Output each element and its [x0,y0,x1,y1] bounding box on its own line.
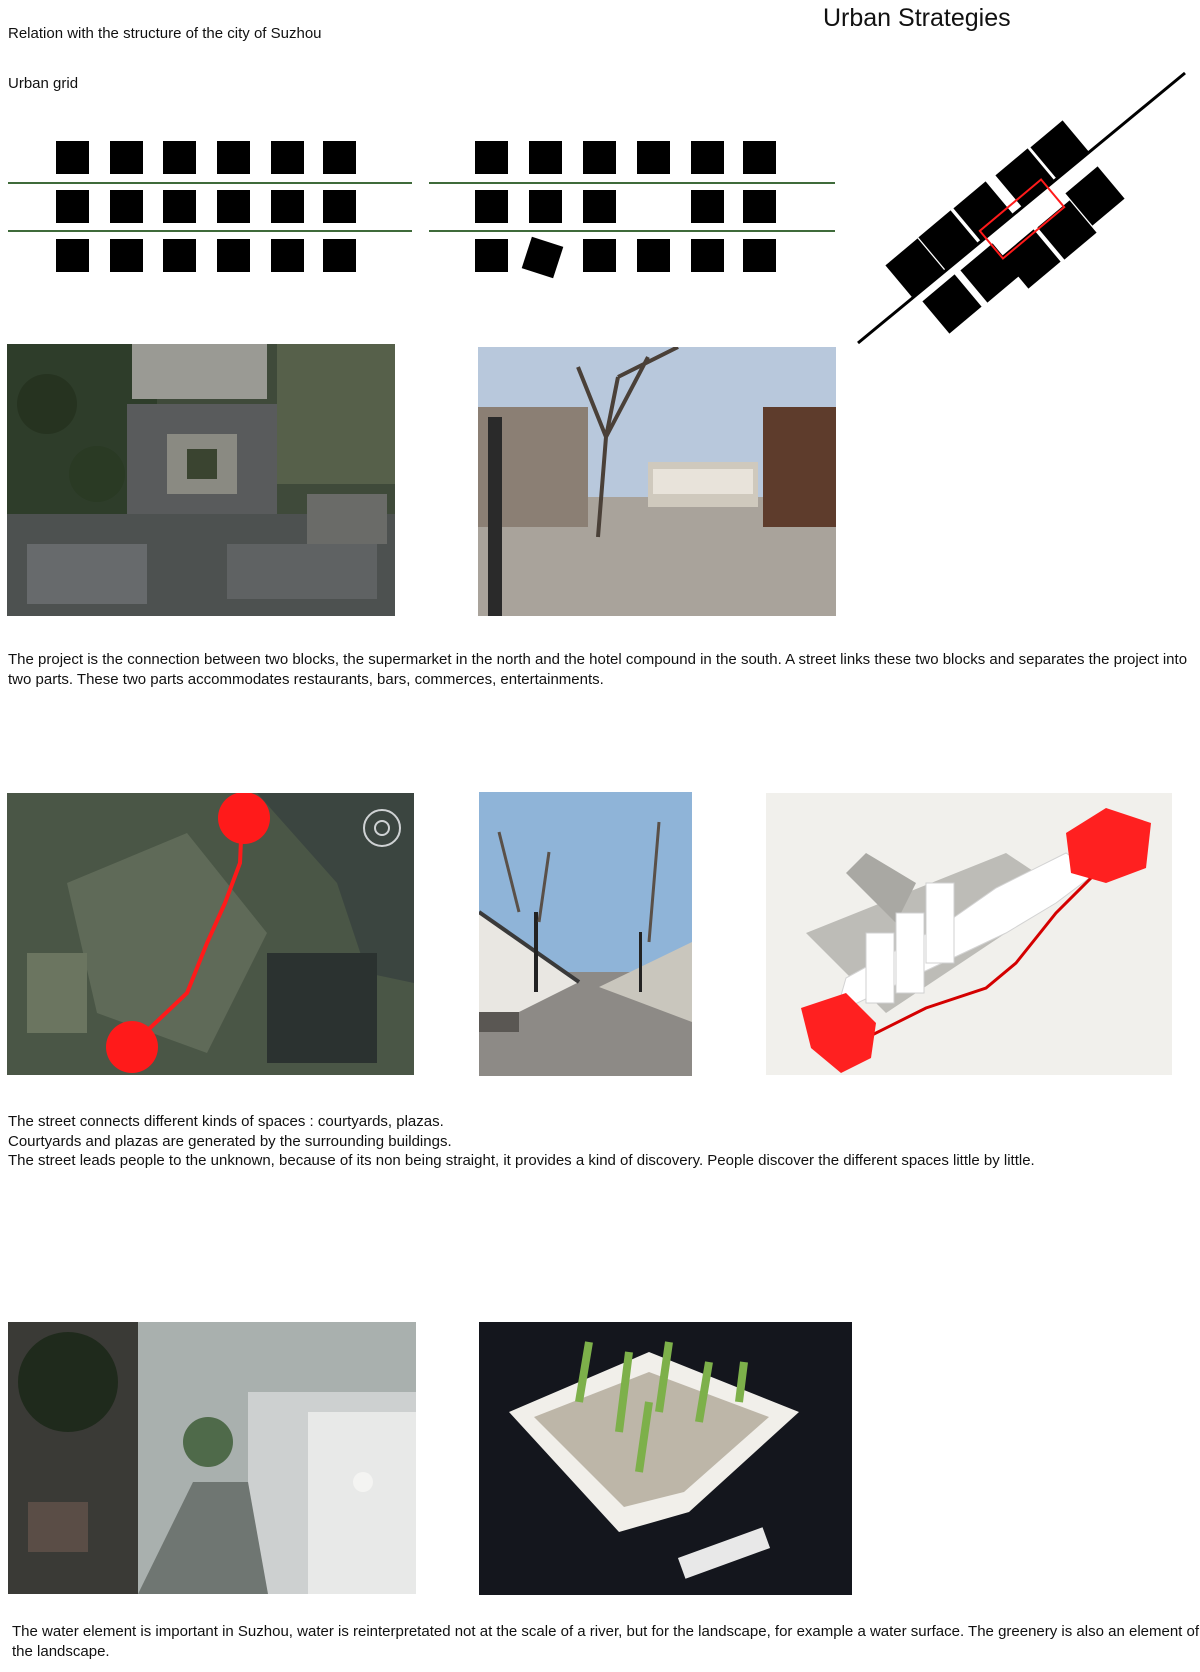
page-subtitle: Relation with the structure of the city of Suzhou [8,25,322,42]
section-3-line: The water element is important in Suzhou, water is reinterpretated not at the scale of a river, but for the landscape, for example a water surface. The greenery is also an element of the landscape. [12,1623,1200,1660]
section-2-line: The street connects different kinds of spaces : courtyards, plazas. [8,1113,444,1130]
section-2-paragraph [8,1112,1198,1171]
aerial-route-map-image [7,793,414,1075]
section-2-line: Courtyards and plazas are generated by the surrounding buildings. [8,1132,452,1150]
diagonal-street-line [858,73,1185,343]
street-plaza-image [478,347,836,616]
modified-grid-diagram [420,130,840,290]
section-1-paragraph [8,650,1198,689]
section-2-line: The street leads people to the unknown, because of its non being straight, it provides a kind of discovery. People discover the different spaces little by little. [8,1152,1035,1169]
grid-blocks [56,141,356,272]
regular-grid-diagram [0,130,420,280]
page-title: Urban Strategies [823,4,1011,32]
section-3-paragraph [12,1622,1200,1661]
rotated-grid-diagram [855,68,1195,348]
canal-view-image [8,1322,416,1594]
urban-grid-label: Urban grid [8,75,79,92]
aerial-view-blocks-image [7,344,395,616]
axonometric-model-image [766,793,1172,1075]
street-perspective-image [479,792,692,1076]
section-1-line: The project is the connection between two blocks, the supermarket in the north and the hotel compound in the south. A street links these two blocks and separates the project into two parts. These two parts accommodates restaurants, bars, commerces, entertainments. [8,651,1188,688]
grid-blocks [885,120,1124,333]
grid-blocks [475,141,776,278]
water-courtyard-image [479,1322,852,1595]
